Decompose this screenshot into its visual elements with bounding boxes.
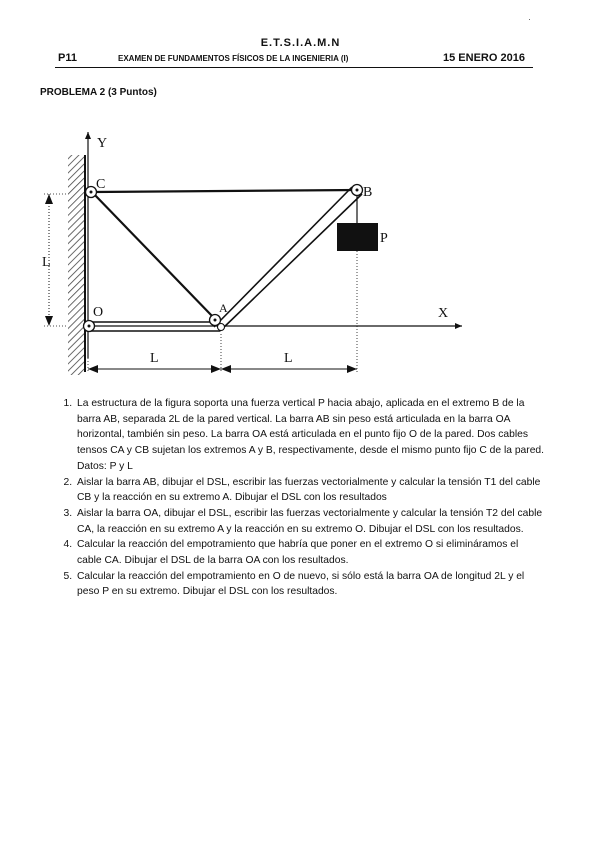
joint-b-pin xyxy=(356,189,359,192)
bar-ab xyxy=(214,187,352,327)
wall-hatching xyxy=(68,155,84,375)
dim-right-arrow-end xyxy=(347,365,357,373)
label-point-a: A xyxy=(219,301,228,315)
problem-title: PROBLEMA 2 (3 Puntos) xyxy=(40,87,157,98)
label-dim-vertical: L xyxy=(42,255,51,270)
list-item: 1. La estructura de la figura soporta una fuerza vertical P hacia abajo, aplicada en el extremo B de la barra AB, separada 2L de la pared vertical. La barra AB sin peso está articulada en la barra OA horizontal, también sin peso. La barra OA está articulada en el punto fijo O de la pared. Dos cables tensos CA y CB sujetan los extremos A y B, respectivamente, desde el mismo punto fijo C de la pared. Datos: P y L xyxy=(75,396,545,475)
dim-vertical-arrow-bottom xyxy=(45,316,53,326)
joint-a-lower xyxy=(218,324,225,331)
label-axis-y: Y xyxy=(97,136,108,151)
bar-ab-edge xyxy=(220,194,362,331)
dim-left-arrow-start xyxy=(88,365,98,373)
cable-ca xyxy=(92,192,214,318)
joint-a-pin xyxy=(214,319,217,322)
label-dim-left: L xyxy=(150,351,159,366)
label-axis-x: X xyxy=(438,306,449,321)
school-name: E.T.S.I.A.M.N xyxy=(260,37,341,49)
exam-code: P11 xyxy=(58,52,77,64)
list-item: 2. Aislar la barra AB, dibujar el DSL, escribir las fuerzas vectorialmente y calcular la tensión T1 del cable CB y la reacción en su extremo A. Dibujar el DSL con los resultados xyxy=(75,475,545,506)
structure-figure xyxy=(0,0,601,380)
label-dim-right: L xyxy=(284,351,293,366)
label-point-b: B xyxy=(363,185,373,200)
joint-o-pin xyxy=(88,325,91,328)
problem-items xyxy=(58,396,545,600)
exam-date: 15 ENERO 2016 xyxy=(443,52,525,64)
cable-cb xyxy=(92,190,358,192)
exam-title: EXAMEN DE FUNDAMENTOS FÍSICOS DE LA INGENIERIA (I) xyxy=(118,54,349,63)
label-load-p: P xyxy=(380,231,388,246)
dim-left-arrow-end xyxy=(211,365,221,373)
list-item: 3. Aislar la barra OA, dibujar el DSL, escribir las fuerzas vectorialmente y calcular la tensión T2 del cable CA, la reacción en su extremo A y la reacción en su extremo O. Dibujar el DSL con los resultados. xyxy=(75,506,545,537)
load-block xyxy=(337,223,378,251)
list-item: 4. Calcular la reacción del empotramiento que habría que poner en el extremo O si elimináramos el cable CA. Dibujar el DSL de la barra OA con los resultados. xyxy=(75,537,545,568)
dim-right-arrow-start xyxy=(221,365,231,373)
label-point-c: C xyxy=(96,177,106,192)
scan-speck: · xyxy=(528,14,531,24)
dim-vertical-arrow-top xyxy=(45,194,53,204)
label-point-o: O xyxy=(93,305,104,320)
list-item: 5. Calcular la reacción del empotramiento en O de nuevo, si sólo está la barra OA de longitud 2L y el peso P en su extremo. Dibujar el DSL con los resultados. xyxy=(75,569,545,600)
joint-c-pin xyxy=(90,191,93,194)
